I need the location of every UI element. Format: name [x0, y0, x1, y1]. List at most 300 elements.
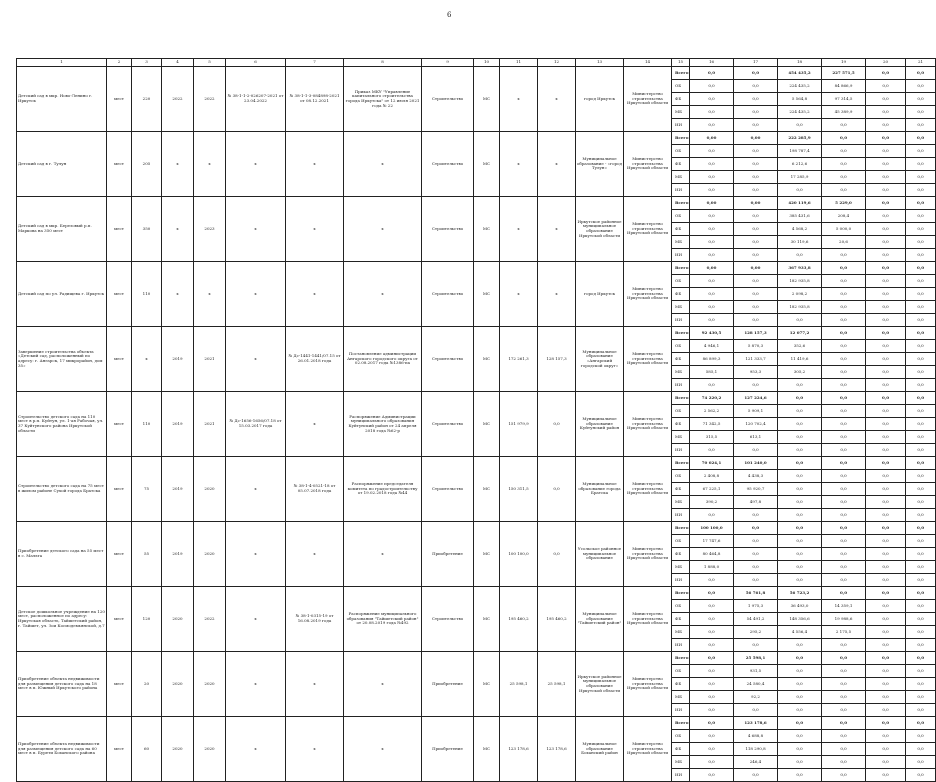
amount-cell: 0,0 [822, 730, 866, 743]
funding-source-cell: ФБ [672, 743, 690, 756]
table-cell: х [344, 717, 422, 782]
funding-source-cell: МБ [672, 561, 690, 574]
header-cell: 2 [107, 59, 132, 67]
funding-source-cell: ФБ [672, 418, 690, 431]
amount-cell: 0,0 [822, 717, 866, 730]
amount-cell: 0,0 [906, 366, 936, 379]
amount-cell: 95 920,7 [734, 483, 778, 496]
table-cell: Строительство [422, 457, 474, 522]
table-cell: № 38-1-4-0521-18 от 05.07.2018 года [286, 457, 344, 522]
amount-cell: 0,0 [822, 470, 866, 483]
amount-cell: 67 225,1 [690, 483, 734, 496]
table-cell: 195 460,2 [538, 587, 576, 652]
amount-cell: 0,0 [866, 145, 906, 158]
amount-cell: 0,0 [734, 236, 778, 249]
amount-cell: 97 314,5 [822, 93, 866, 106]
object-name-cell: Детское дошкольное учреждение на 120 мест, расположенное по адресу: Иркутская область, Тайшетский район, г. Тайшет, ул. Зои Космодемьянской, д.7 [17, 587, 107, 652]
amount-cell: 0,0 [690, 301, 734, 314]
amount-cell: 0,0 [866, 379, 906, 392]
amount-cell: 0,0 [906, 444, 936, 457]
object-name-cell: Строительство детского сада на 110 мест в р.п. Куйтун, ул. 1-ая Рабочая, ул. 37 Куйтунского района Иркутской области [17, 392, 107, 457]
table-cell: 20 [132, 652, 162, 717]
amount-cell: 0,0 [778, 379, 822, 392]
table-cell: МС [474, 587, 500, 652]
amount-cell: 0,0 [906, 301, 936, 314]
funding-source-cell: ИИ [672, 184, 690, 197]
amount-cell: 0,0 [778, 119, 822, 132]
funding-source-cell: ИИ [672, 379, 690, 392]
amount-cell: 0,0 [822, 301, 866, 314]
funding-source-cell: ФБ [672, 288, 690, 301]
table-cell: х [226, 652, 286, 717]
object-name-cell: Детский сад в мкр. Березовый р.п. Маркова на 350 мест [17, 197, 107, 262]
table-cell: Строительство [422, 327, 474, 392]
amount-cell: 0,0 [822, 691, 866, 704]
amount-cell: 0,0 [822, 392, 866, 405]
amount-cell: 0,0 [866, 327, 906, 340]
table-cell: 110 [132, 392, 162, 457]
table-cell: 2019 [162, 392, 194, 457]
amount-cell: 0,0 [822, 418, 866, 431]
amount-cell: 127 224,6 [734, 392, 778, 405]
amount-cell: 0,0 [734, 639, 778, 652]
amount-cell: 0,0 [906, 548, 936, 561]
header-cell: 21 [906, 59, 936, 67]
amount-cell: 0,0 [866, 249, 906, 262]
amount-cell: 0,0 [822, 288, 866, 301]
amount-cell: 0,0 [906, 405, 936, 418]
amount-cell: 0,0 [778, 314, 822, 327]
amount-cell: 0,0 [822, 561, 866, 574]
amount-cell: 0,0 [906, 522, 936, 535]
amount-cell: 121 333,7 [734, 353, 778, 366]
amount-cell: 0,0 [866, 756, 906, 769]
amount-cell: 0,0 [690, 249, 734, 262]
amount-cell: 0,0 [906, 197, 936, 210]
amount-cell: 420 119,6 [778, 197, 822, 210]
amount-cell: 0,0 [690, 67, 734, 80]
amount-cell: 0,0 [866, 171, 906, 184]
amount-cell: 295,2 [734, 626, 778, 639]
table-row [17, 457, 936, 470]
amount-cell: 0,0 [906, 158, 936, 171]
amount-cell: 0,0 [906, 769, 936, 782]
amount-cell: 953,3 [734, 366, 778, 379]
header-cell: 8 [344, 59, 422, 67]
amount-cell: 0,0 [822, 535, 866, 548]
amount-cell: 0,0 [906, 587, 936, 600]
amount-cell: 305,2 [778, 366, 822, 379]
amount-cell: 0,0 [734, 444, 778, 457]
amount-cell: 0,0 [822, 548, 866, 561]
funding-source-cell: ОБ [672, 405, 690, 418]
table-cell: Муниципальное образование - «город Тулун» [576, 132, 624, 197]
amount-cell: 71 342,5 [690, 418, 734, 431]
amount-cell: 5 229,0 [822, 197, 866, 210]
funding-source-cell: ИИ [672, 249, 690, 262]
amount-cell: 390,2 [690, 496, 734, 509]
table-cell: МС [474, 717, 500, 782]
amount-cell: 0,0 [822, 366, 866, 379]
table-cell: х [162, 262, 194, 327]
amount-cell: 0,0 [906, 314, 936, 327]
table-cell: 2020 [162, 717, 194, 782]
amount-cell: 0,0 [690, 678, 734, 691]
amount-cell: 0,00 [690, 197, 734, 210]
amount-cell: 0,0 [734, 184, 778, 197]
amount-cell: 0,0 [734, 145, 778, 158]
amount-cell: 0,0 [866, 67, 906, 80]
table-cell: город Иркутск [576, 262, 624, 327]
amount-cell: 0,0 [690, 587, 734, 600]
amount-cell: 0,0 [690, 210, 734, 223]
header-cell: 7 [286, 59, 344, 67]
table-cell: мест [107, 132, 132, 197]
amount-cell: 182 935,8 [778, 301, 822, 314]
amount-cell: 0,0 [778, 184, 822, 197]
table-cell: мест [107, 652, 132, 717]
table-cell: Иркутское районное муниципальное образование Иркутской области [576, 197, 624, 262]
table-cell: Министерство строительства Иркутской области [624, 392, 672, 457]
funding-source-cell: МБ [672, 236, 690, 249]
amount-cell: 0,0 [866, 262, 906, 275]
amount-cell: 0,0 [866, 483, 906, 496]
amount-cell: 0,0 [866, 340, 906, 353]
table-cell: х [500, 67, 538, 132]
funding-source-cell: ИИ [672, 444, 690, 457]
amount-cell: 0,0 [866, 93, 906, 106]
table-cell: Постановление администрации Ангарского городского округа от 02.08.2017 года №1386-па [344, 327, 422, 392]
funding-source-cell: ОБ [672, 470, 690, 483]
amount-cell: 0,0 [906, 171, 936, 184]
table-cell: МС [474, 67, 500, 132]
amount-cell: 0,0 [906, 613, 936, 626]
amount-cell: 17 747,6 [690, 535, 734, 548]
amount-cell: 0,0 [822, 158, 866, 171]
funding-source-cell: МБ [672, 496, 690, 509]
object-name-cell: Завершение строительства объекта «Детский сад, расположенный по адресу: г. Ангарск, 17 микрорайон, дом 35» [17, 327, 107, 392]
amount-cell: 0,0 [778, 665, 822, 678]
amount-cell: 92 430,5 [690, 327, 734, 340]
amount-cell: 0,0 [906, 496, 936, 509]
table-cell: Министерство строительства Иркутской области [624, 132, 672, 197]
amount-cell: 0,0 [822, 574, 866, 587]
amount-cell: 208,4 [822, 210, 866, 223]
table-cell: х [226, 197, 286, 262]
amount-cell: 120 702,4 [734, 418, 778, 431]
table-cell: 2022 [194, 587, 226, 652]
table-cell: 75 [132, 457, 162, 522]
object-name-cell: Приобретение объекта недвижимости для размещения детского сада на 60 мест в п. Бурети Боханского района [17, 717, 107, 782]
amount-cell: 0,0 [906, 145, 936, 158]
amount-cell: 0,0 [866, 353, 906, 366]
amount-cell: 0,0 [734, 522, 778, 535]
amount-cell: 0,0 [778, 418, 822, 431]
amount-cell: 0,0 [734, 288, 778, 301]
amount-cell: 92,2 [734, 691, 778, 704]
amount-cell: 0,0 [778, 756, 822, 769]
table-cell: мест [107, 197, 132, 262]
amount-cell: 224 435,2 [778, 106, 822, 119]
funding-source-cell: Всего [672, 262, 690, 275]
amount-cell: 0,0 [822, 145, 866, 158]
amount-cell: 0,0 [866, 210, 906, 223]
table-cell: 60 [132, 717, 162, 782]
amount-cell: 0,0 [866, 366, 906, 379]
amount-cell: 454 435,2 [778, 67, 822, 80]
funding-source-cell: ИИ [672, 639, 690, 652]
amount-cell: 0,0 [866, 223, 906, 236]
amount-cell: 0,0 [906, 626, 936, 639]
table-row [17, 587, 936, 600]
table-cell: х [226, 587, 286, 652]
table-row [17, 327, 936, 340]
table-cell: 0,0 [538, 522, 576, 587]
amount-cell: 0,0 [734, 106, 778, 119]
amount-cell: 0,0 [734, 67, 778, 80]
amount-cell: 0,0 [822, 340, 866, 353]
header-cell: 18 [778, 59, 822, 67]
amount-cell: 0,0 [690, 730, 734, 743]
amount-cell: 0,0 [822, 431, 866, 444]
amount-cell: 0,0 [690, 158, 734, 171]
table-cell: МС [474, 262, 500, 327]
amount-cell: 86 899,3 [690, 353, 734, 366]
table-cell: Муниципальное образование Куйтунский район [576, 392, 624, 457]
amount-cell: 0,0 [822, 509, 866, 522]
amount-cell: 11 419,6 [778, 353, 822, 366]
amount-cell: 0,0 [906, 457, 936, 470]
amount-cell: 0,0 [734, 301, 778, 314]
amount-cell: 0,0 [778, 522, 822, 535]
table-cell: х [226, 717, 286, 782]
table-cell: Строительство [422, 392, 474, 457]
amount-cell: 0,0 [822, 769, 866, 782]
table-cell: 2019 [162, 522, 194, 587]
table-cell: Министерство строительства Иркутской области [624, 717, 672, 782]
funding-source-cell: ОБ [672, 600, 690, 613]
amount-cell: 0,00 [734, 132, 778, 145]
amount-cell: 0,0 [906, 379, 936, 392]
amount-cell: 0,0 [734, 80, 778, 93]
table-cell: 2021 [194, 392, 226, 457]
table-cell: х [286, 717, 344, 782]
amount-cell: 0,0 [690, 80, 734, 93]
funding-source-cell: ИИ [672, 509, 690, 522]
amount-cell: 0,0 [822, 314, 866, 327]
amount-cell: 0,0 [778, 457, 822, 470]
amount-cell: 0,0 [906, 80, 936, 93]
amount-cell: 0,0 [866, 613, 906, 626]
amount-cell: 0,0 [866, 418, 906, 431]
amount-cell: 30 119,6 [778, 236, 822, 249]
amount-cell: 0,0 [778, 730, 822, 743]
amount-cell: 0,0 [734, 561, 778, 574]
amount-cell: 0,0 [906, 535, 936, 548]
amount-cell: 0,0 [822, 405, 866, 418]
amount-cell: 0,0 [822, 353, 866, 366]
amount-cell: 2 098,2 [778, 288, 822, 301]
table-cell: 0,0 [538, 392, 576, 457]
table-cell: МС [474, 132, 500, 197]
amount-cell: 0,0 [822, 444, 866, 457]
amount-cell: 585,1 [690, 366, 734, 379]
amount-cell: 0,0 [906, 262, 936, 275]
amount-cell: 0,0 [906, 93, 936, 106]
table-cell: 350 [132, 197, 162, 262]
amount-cell: 0,0 [866, 158, 906, 171]
object-name-cell: Приобретение детского сада на 55 мест в с. Мальта [17, 522, 107, 587]
amount-cell: 0,0 [822, 483, 866, 496]
table-cell: х [538, 262, 576, 327]
amount-cell: 0,0 [866, 743, 906, 756]
amount-cell: 0,0 [734, 574, 778, 587]
amount-cell: 0,0 [734, 93, 778, 106]
amount-cell: 0,0 [778, 509, 822, 522]
amount-cell: 70 024,1 [690, 457, 734, 470]
table-cell: х [226, 457, 286, 522]
amount-cell: 352,6 [778, 340, 822, 353]
amount-cell: 0,0 [866, 119, 906, 132]
amount-cell: 0,0 [866, 522, 906, 535]
amount-cell: 0,0 [734, 223, 778, 236]
object-name-cell: Детский сад в г. Тулун [17, 132, 107, 197]
amount-cell: 0,0 [690, 652, 734, 665]
object-name-cell: Детский сад по ул. Радищева г. Иркутск [17, 262, 107, 327]
amount-cell: 0,0 [690, 704, 734, 717]
amount-cell: 0,0 [690, 626, 734, 639]
table-cell: 172 261,3 [500, 327, 538, 392]
amount-cell: 315,5 [690, 431, 734, 444]
funding-source-cell: МБ [672, 171, 690, 184]
amount-cell: 4 688,8 [734, 730, 778, 743]
table-cell: МС [474, 327, 500, 392]
table-cell: мест [107, 262, 132, 327]
amount-cell: 45 389,9 [822, 106, 866, 119]
header-cell: 3 [132, 59, 162, 67]
amount-cell: 5 870,3 [734, 340, 778, 353]
amount-cell: 0,0 [822, 522, 866, 535]
amount-cell: 0,0 [822, 132, 866, 145]
amount-cell: 0,0 [778, 561, 822, 574]
amount-cell: 0,0 [690, 665, 734, 678]
table-cell: х [344, 262, 422, 327]
table-cell: мест [107, 392, 132, 457]
table-cell: 2022 [162, 67, 194, 132]
amount-cell: 0,0 [690, 756, 734, 769]
table-row [17, 197, 936, 210]
amount-cell: 0,0 [866, 509, 906, 522]
amount-cell: 0,0 [778, 769, 822, 782]
amount-cell: 0,0 [690, 691, 734, 704]
amount-cell: 0,0 [734, 171, 778, 184]
table-cell: 2019 [162, 457, 194, 522]
amount-cell: 19 988,6 [822, 613, 866, 626]
amount-cell: 0,0 [906, 210, 936, 223]
amount-cell: 0,0 [690, 145, 734, 158]
amount-cell: 0,0 [690, 236, 734, 249]
amount-cell: 0,0 [906, 600, 936, 613]
amount-cell: 0,0 [690, 743, 734, 756]
funding-source-cell: ИИ [672, 769, 690, 782]
table-cell: 2020 [194, 522, 226, 587]
table-cell: х [286, 392, 344, 457]
amount-cell: 74 220,2 [690, 392, 734, 405]
amount-cell: 198 787,4 [778, 145, 822, 158]
funding-source-cell: МБ [672, 626, 690, 639]
amount-cell: 0,0 [906, 509, 936, 522]
amount-cell: 0,0 [734, 509, 778, 522]
amount-cell: 0,0 [778, 574, 822, 587]
amount-cell: 128 157,3 [734, 327, 778, 340]
table-cell: Строительство [422, 197, 474, 262]
table-cell: № 38-1-1-3-084898-2021 от 08.12.2021 [286, 67, 344, 132]
amount-cell: 0,0 [866, 106, 906, 119]
funding-source-cell: Всего [672, 392, 690, 405]
amount-cell: 0,0 [822, 184, 866, 197]
table-cell: Министерство строительства Иркутской области [624, 262, 672, 327]
table-cell: х [286, 262, 344, 327]
amount-cell: 0,0 [906, 730, 936, 743]
table-row [17, 717, 936, 730]
amount-cell: 1 975,3 [734, 600, 778, 613]
amount-cell: 0,0 [906, 223, 936, 236]
amount-cell: 0,0 [906, 704, 936, 717]
amount-cell: 222 285,9 [778, 132, 822, 145]
amount-cell: 0,0 [866, 717, 906, 730]
amount-cell: 0,0 [906, 119, 936, 132]
funding-source-cell: Всего [672, 67, 690, 80]
amount-cell: 0,0 [690, 288, 734, 301]
amount-cell: 0,0 [822, 678, 866, 691]
amount-cell: 0,0 [822, 756, 866, 769]
amount-cell: 0,0 [906, 483, 936, 496]
table-cell: х [162, 132, 194, 197]
table-cell: МС [474, 652, 500, 717]
amount-cell: 0,0 [778, 717, 822, 730]
amount-cell: 0,0 [778, 743, 822, 756]
amount-cell: 0,0 [778, 652, 822, 665]
amount-cell: 2 175,5 [822, 626, 866, 639]
amount-cell: 182 935,8 [778, 275, 822, 288]
table-row [17, 652, 936, 665]
funding-source-cell: МБ [672, 366, 690, 379]
amount-cell: 0,0 [822, 379, 866, 392]
amount-cell: 0,0 [866, 704, 906, 717]
table-cell: 2022 [194, 67, 226, 132]
amount-cell: 0,0 [734, 535, 778, 548]
amount-cell: 0,00 [734, 262, 778, 275]
funding-source-cell: ИИ [672, 704, 690, 717]
table-cell: мест [107, 67, 132, 132]
amount-cell: 2 408,8 [690, 470, 734, 483]
funding-source-cell: Всего [672, 327, 690, 340]
amount-cell: 0,0 [866, 457, 906, 470]
header-cell: 13 [576, 59, 624, 67]
amount-cell: 227 571,5 [822, 67, 866, 80]
amount-cell: 0,0 [822, 327, 866, 340]
table-cell: х [538, 67, 576, 132]
funding-source-cell: МБ [672, 301, 690, 314]
header-cell: 12 [538, 59, 576, 67]
amount-cell: 0,0 [866, 769, 906, 782]
header-cell: 14 [624, 59, 672, 67]
funding-source-cell: Всего [672, 132, 690, 145]
amount-cell: 0,0 [906, 665, 936, 678]
table-cell: х [344, 652, 422, 717]
header-cell: 15 [672, 59, 690, 67]
table-cell: х [226, 522, 286, 587]
